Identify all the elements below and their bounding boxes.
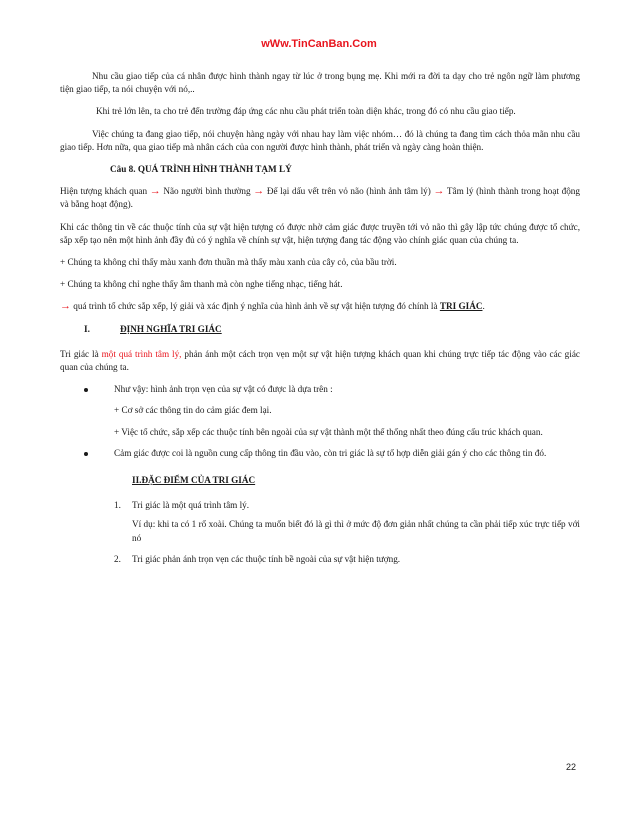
list-item: Như vậy: hình ảnh trọn vẹn của sự vật có được là dựa trên : [84,383,580,396]
paragraph: Việc chúng ta đang giao tiếp, nói chuyện hàng ngày với nhau hay làm việc nhóm… đó là chúng ta đang tìm cách thỏa mãn nhu cầu giao tiếp. Hơn nữa, qua giao tiếp mà nhân cách của con người được hình thành, phát triển và ngày càng hoàn thiện. [60,128,580,152]
bullet-icon [84,383,114,396]
paragraph: + Chúng ta không chỉ thấy màu xanh đơn thuần mà thấy màu xanh của cây cỏ, của bầu trời. [60,257,397,268]
document-content [60,70,580,572]
paragraph: Khi trẻ lớn lên, ta cho trẻ đến trường đáp ứng các nhu cầu phát triển toàn diện khác, trong đó có nhu cầu giao tiếp. [96,106,516,117]
list-item: 2. Tri giác phản ánh trọn vẹn các thuộc tính bề ngoài của sự vật hiện tượng. [114,553,401,564]
bullet-icon [84,447,114,460]
arrow-right-icon: → [253,185,265,198]
arrow-right-icon: → [149,185,161,198]
list-item: 1. Tri giác là một quá trình tâm lý. [114,500,250,511]
paragraph: → quá trình tổ chức sắp xếp, lý giải và xác định ý nghĩa của hình ảnh về sự vật hiện tượng đó chính là TRI GIÁC. [60,300,485,313]
paragraph: Nhu cầu giao tiếp của cá nhân được hình thành ngay từ lúc ở trong bụng mẹ. Khi mới ra đời ta dạy cho trẻ ngôn ngữ làm phương tiện giao tiếp, ta nói chuyện với nó,.. [60,71,580,95]
sub-item: + Việc tổ chức, sắp xếp các thuộc tính bên ngoài của sự vật thành một thể thống nhất theo đúng cấu trúc khách quan. [114,426,543,437]
paragraph: Hiện tượng khách quan → Não người bình thường → Để lại dấu vết trên vỏ não (hình ảnh tâm lý) → Tâm lý (hình thành trong hoạt động và bằng hoạt động). [60,185,580,210]
section-heading: II.ĐẶC ĐIỂM CỦA TRI GIÁC [132,475,256,486]
page-number: 22 [565,762,576,772]
list-item: Cảm giác được coi là nguồn cung cấp thông tin đầu vào, còn tri giác là sự tổ hợp diễn giải gán ý cho các thông tin đó. [84,447,580,460]
sub-item: + Cơ sở các thông tin do cảm giác đem lại. [114,405,272,416]
arrow-right-icon: → [433,185,445,198]
example-text: Ví dụ: khi ta có 1 rổ xoài. Chúng ta muốn biết đó là gì thì ở mức độ đơn giản nhất chúng ta cần phải tiếp xúc trực tiếp với nó [132,519,580,543]
site-header: wWw.TinCanBan.Com [261,38,377,50]
arrow-right-icon: → [60,300,71,313]
emphasis-text: một quá trình tâm lý, [101,348,182,359]
question-heading: Câu 8. QUÁ TRÌNH HÌNH THÀNH TẠM LÝ [110,164,292,175]
highlight-term: TRI GIÁC [439,301,483,312]
definition-paragraph: Tri giác là một quá trình tâm lý, phản ánh một cách trọn vẹn một sự vật hiện tượng khách quan khi chúng trực tiếp tác động vào các giác quan của chúng ta. [60,348,580,373]
paragraph: Khi các thông tin về các thuộc tính của sự vật hiện tượng có được nhờ cảm giác được truyền tới vỏ não thì gây lập tức chúng được tổ chức, sắp xếp tạo nên một hình ảnh đầy đủ có ý nghĩa về chính sự vật, hiện tượng đang tác động vào chính giác quan của chúng ta. [60,221,580,245]
paragraph: + Chúng ta không chỉ nghe thấy âm thanh mà còn nghe tiếng nhạc, tiếng hát. [60,279,343,290]
section-heading: I. ĐỊNH NGHĨA TRI GIÁC [84,323,222,334]
